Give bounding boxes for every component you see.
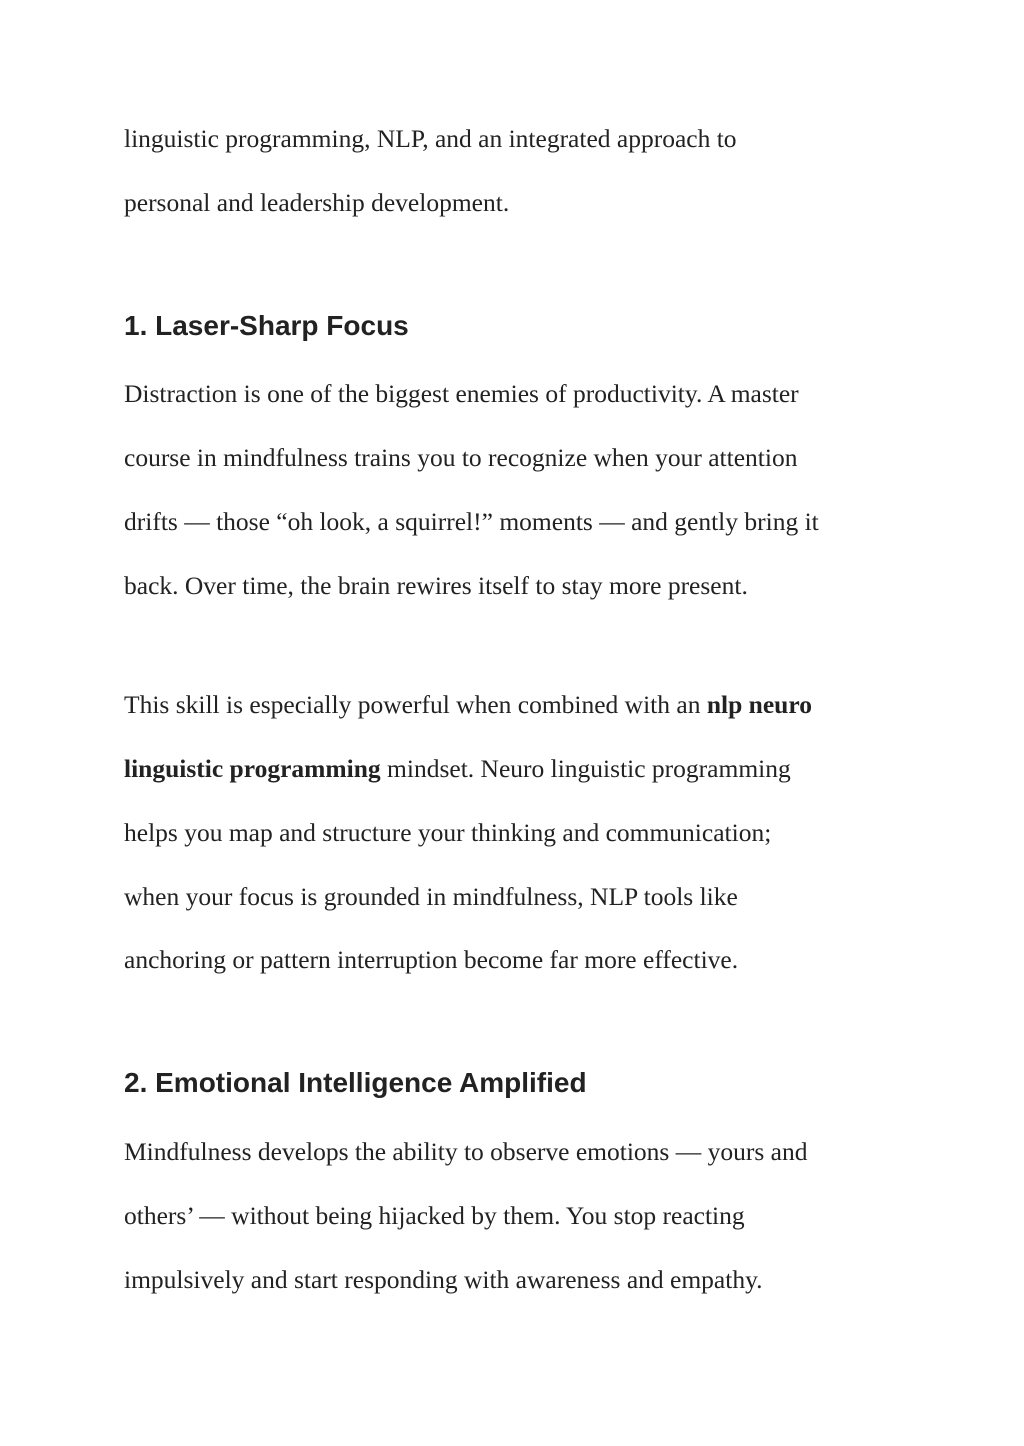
text-line: Mindfulness develops the ability to observe emotions — yours and — [124, 1137, 808, 1166]
text-line: personal and leadership development. — [124, 188, 510, 217]
section-heading: 1. Laser-Sharp Focus — [124, 310, 409, 341]
text-line: linguistic programming, NLP, and an integrated approach to — [124, 124, 737, 153]
text-line: anchoring or pattern interruption become far more effective. — [124, 945, 739, 974]
bold-keyword: linguistic programming — [124, 754, 381, 783]
text-line: drifts — those “oh look, a squirrel!” moments — and gently bring it — [124, 507, 819, 536]
bold-keyword: nlp neuro — [706, 690, 812, 719]
text-line: back. Over time, the brain rewires itself to stay more present. — [124, 571, 748, 600]
text-line — [124, 753, 791, 785]
text-line: helps you map and structure your thinking and communication; — [124, 818, 772, 847]
text-line: impulsively and start responding with awareness and empathy. — [124, 1265, 763, 1294]
text-line — [124, 689, 812, 721]
text: This skill is especially powerful when combined with an — [124, 690, 707, 719]
text-line: others’ — without being hijacked by them. You stop reacting — [124, 1201, 745, 1230]
section-heading: 2. Emotional Intelligence Amplified — [124, 1067, 587, 1098]
text-line: Distraction is one of the biggest enemies of productivity. A master — [124, 379, 799, 408]
text: mindset. Neuro linguistic programming — [380, 754, 791, 783]
text-line: when your focus is grounded in mindfulness, NLP tools like — [124, 882, 738, 911]
text-line: course in mindfulness trains you to recognize when your attention — [124, 443, 798, 472]
